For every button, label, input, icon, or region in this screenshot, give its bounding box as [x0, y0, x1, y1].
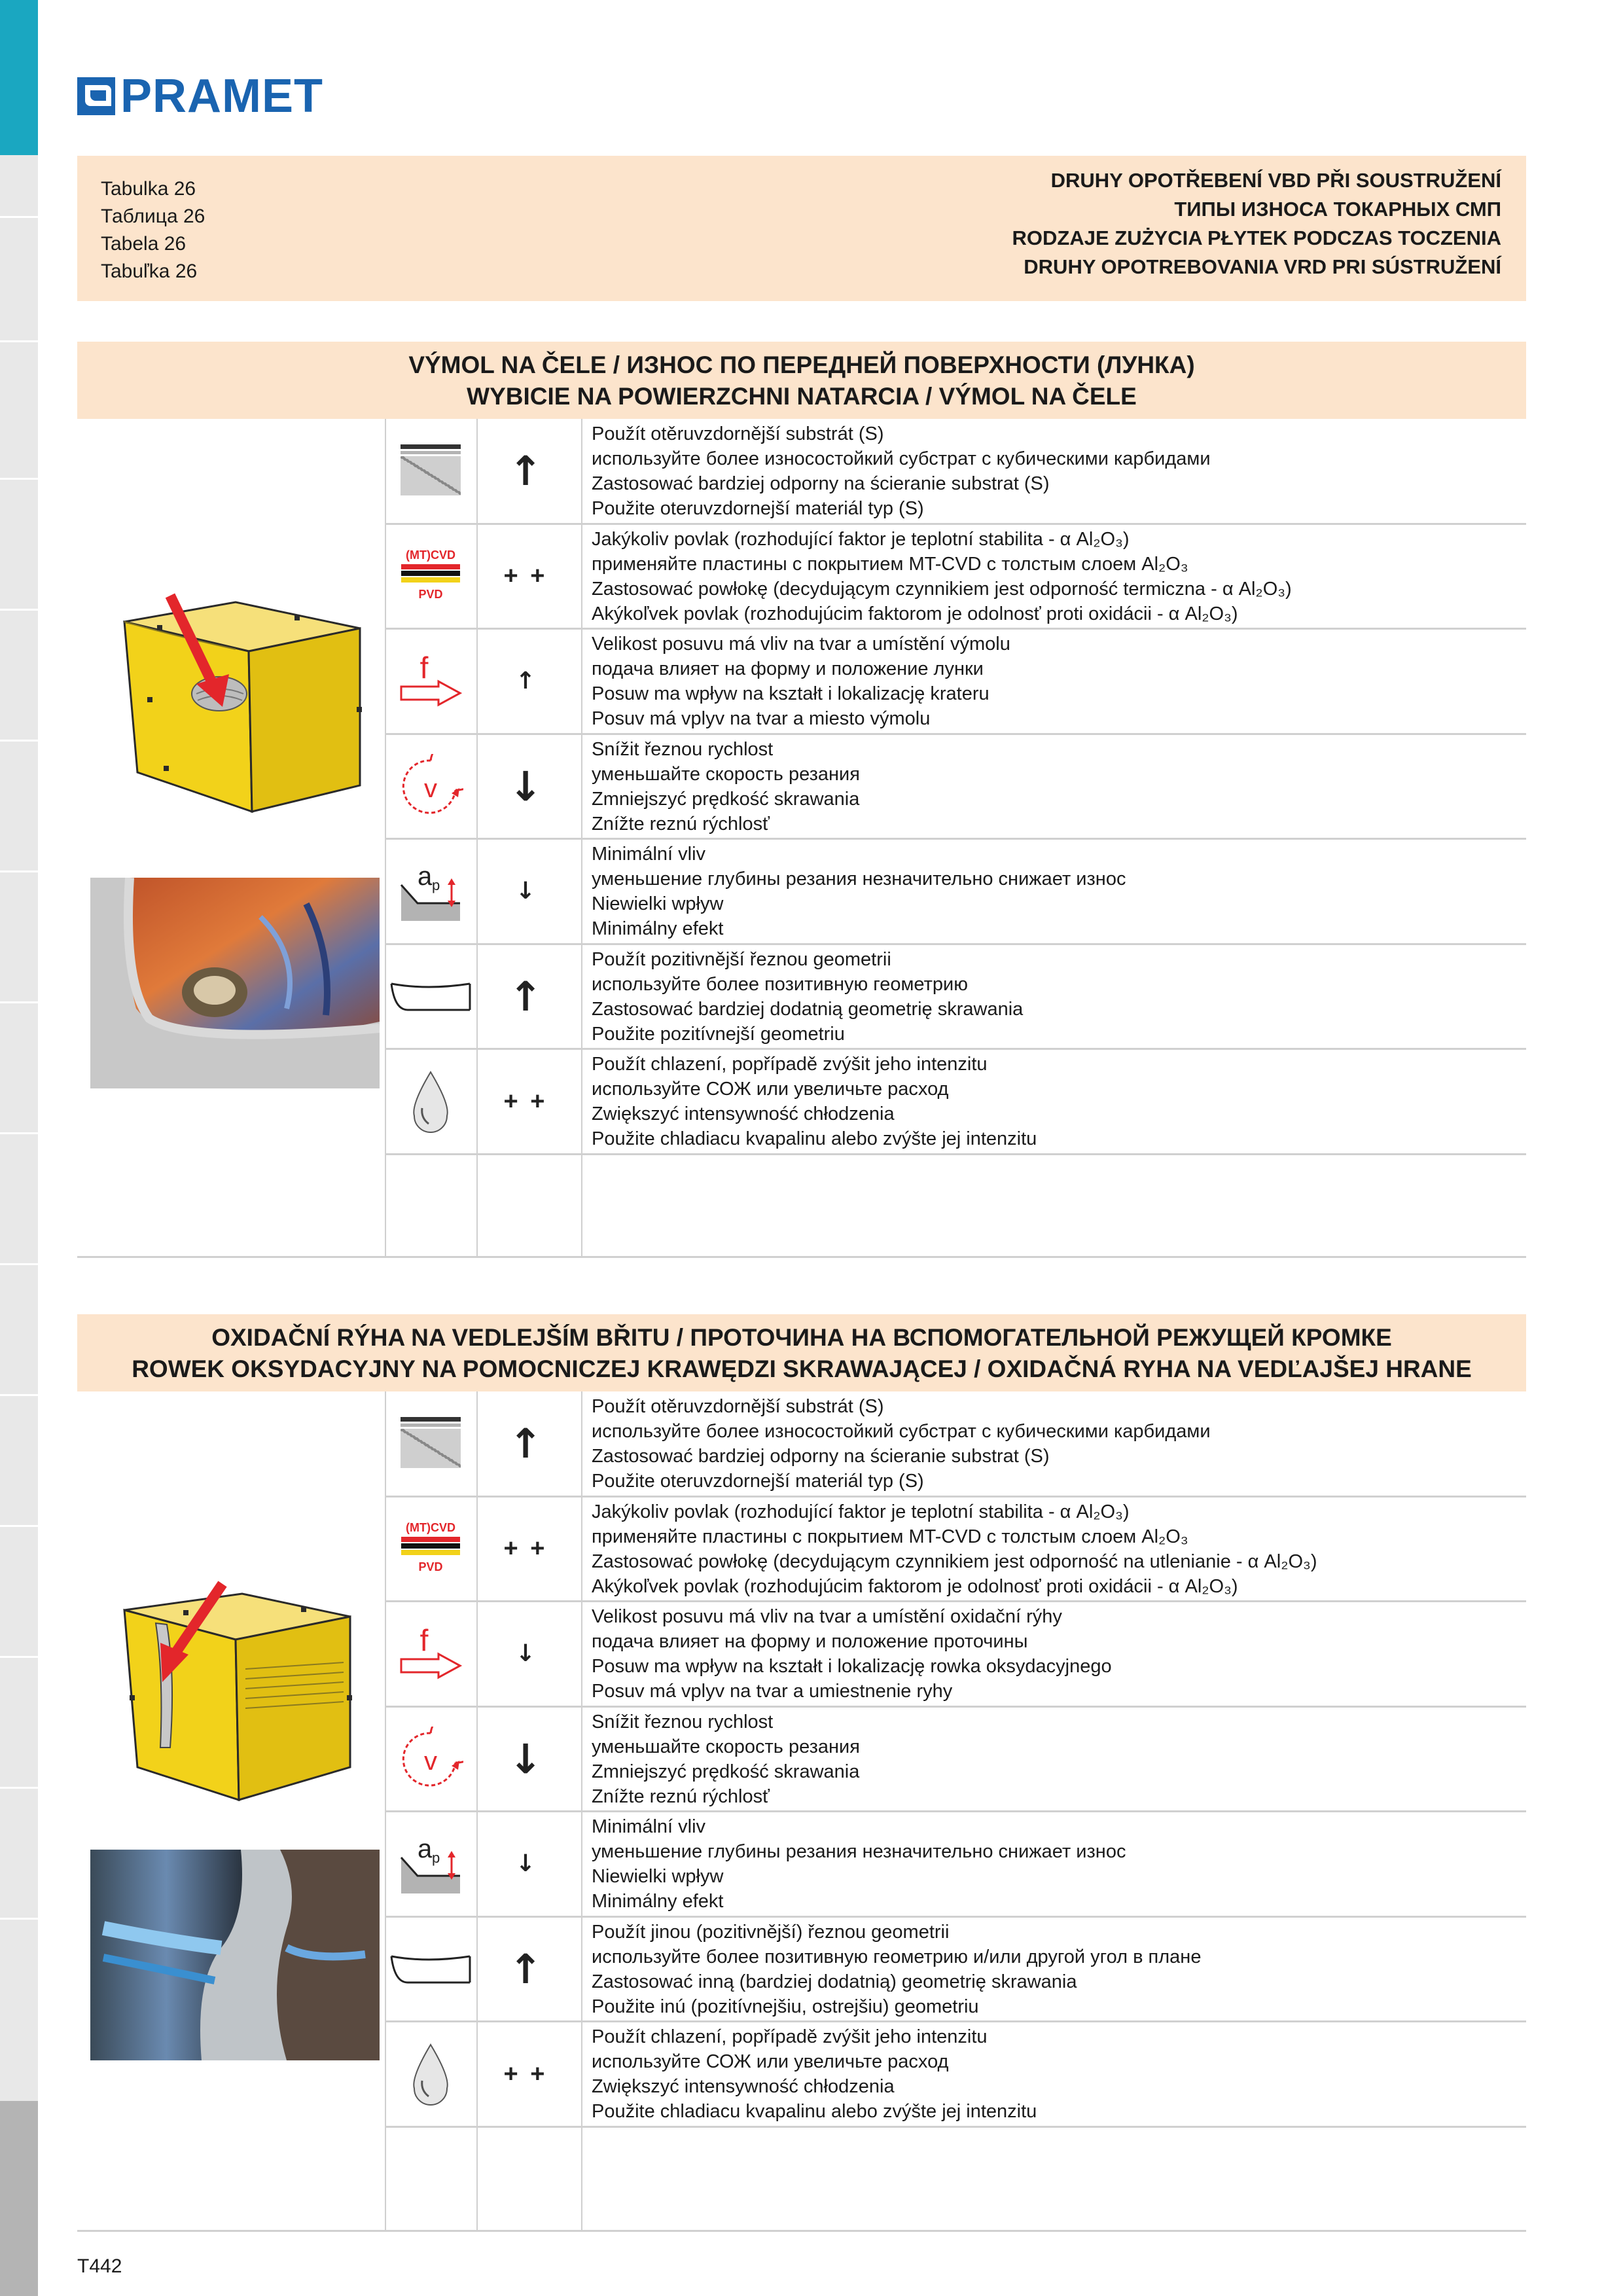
crater-photo-image [90, 878, 380, 1088]
arrow-up-icon: ↑ [508, 1945, 543, 1993]
geometry-icon [385, 944, 476, 1050]
recommendation-symbol [476, 839, 575, 944]
arrow-up-icon: ↑ [508, 972, 543, 1020]
text-line: Zastosować bardziej odporny na ścieranie substrat (S) [592, 473, 1050, 494]
recommendation-text [592, 632, 1010, 731]
side-divider [0, 1918, 38, 1920]
double-plus-symbol: + + [503, 1535, 548, 1563]
recommendation-symbol [476, 629, 575, 734]
notch-photo-image [90, 1850, 380, 2060]
text-line: Zwiększyć intensywność chłodzenia [592, 1103, 895, 1124]
text-line: Použít chlazení, popřípadě zvýšit jeho intenzitu [592, 2026, 988, 2047]
svg-text:p: p [432, 1850, 440, 1867]
text-line: Minimální vliv [592, 844, 706, 865]
arrow-down-icon: ↓ [515, 1850, 536, 1878]
svg-text:PVD: PVD [418, 587, 443, 601]
arrow-up-icon: ↑ [508, 447, 543, 495]
table-header [77, 156, 1526, 301]
text-line: Snížit řeznou rychlost [592, 738, 774, 760]
text-line: Zastosować inną (bardziej dodatnią) geometrię skrawania [592, 1971, 1077, 1992]
text-line: Niewielki wpływ [592, 1866, 724, 1887]
table-bottom-line [77, 1256, 1526, 1258]
table-labels [101, 175, 205, 285]
text-line: Použite chladiacu kvapalinu alebo zvýšte jej intenzitu [592, 1128, 1037, 1149]
text-line: Minimálny efekt [592, 1891, 724, 1912]
text-line: Velikost posuvu má vliv na tvar a umístění výmolu [592, 634, 1010, 655]
svg-text:f: f [419, 651, 429, 685]
recommendation-symbol [476, 944, 575, 1050]
text-line: Použite oteruvzdornejší materiál typ (S) [592, 498, 924, 519]
svg-text:a: a [418, 1835, 433, 1864]
svg-text:(MT)CVD: (MT)CVD [406, 548, 455, 562]
text-line: Minimální vliv [592, 1816, 706, 1837]
depth-of-cut-icon [385, 1812, 476, 1917]
svg-text:v: v [424, 774, 437, 803]
text-line: Zwiększyć intensywność chłodzenia [592, 2076, 895, 2097]
recommendation-text [592, 1052, 1037, 1151]
arrow-down-icon: ↓ [515, 878, 536, 905]
side-divider [0, 1787, 38, 1789]
crater-wear-photo [90, 878, 380, 1088]
recommendation-symbol [476, 1707, 575, 1812]
svg-text:a: a [418, 862, 433, 891]
arrow-up-icon: ↑ [508, 1420, 543, 1468]
text-line: Použít pozitivnější řeznou geometrii [592, 948, 891, 970]
side-divider [0, 1525, 38, 1527]
text-line: Akýkoľvek povlak (rozhodujúcim faktorom je odolnosť proti oxidácii - α Al₂O₃) [592, 1575, 1238, 1597]
recommendation-text [592, 947, 1023, 1047]
text-line: уменьшение глубины резания незначительно снижает износ [592, 869, 1126, 889]
side-divider [0, 1394, 38, 1396]
text-line: используйте более позитивную геометрию [592, 973, 968, 995]
section-2-grid [77, 1391, 1526, 2232]
document-titles [1012, 166, 1501, 281]
text-line: Zastosować powłokę (decydującym czynnikiem jest odporność na utlenianie - α Al₂O₃) [592, 1551, 1317, 1572]
text-line: используйте более износостойкий субстрат с кубическими карбидами [592, 1421, 1211, 1442]
side-divider [0, 1001, 38, 1003]
recommendation-text [592, 1920, 1201, 2019]
brand-name: PRAMET [120, 70, 323, 122]
text-line: Znížte reznú rýchlosť [592, 1785, 770, 1807]
svg-text:(MT)CVD: (MT)CVD [406, 1520, 455, 1534]
insert-crater-illustration [98, 576, 366, 825]
recommendation-text [592, 737, 860, 836]
table-label: Tabela 26 [101, 233, 187, 255]
text-line: Použite inú (pozitívnejšiu, ostrejšiu) geometriu [592, 1996, 979, 2017]
arrow-down-icon: ↓ [508, 762, 543, 810]
recommendation-text [592, 1499, 1317, 1599]
recommendation-symbol [476, 1917, 575, 2022]
recommendation-symbol [476, 1049, 575, 1155]
side-divider [0, 740, 38, 742]
side-divider [0, 1263, 38, 1265]
section-title-line: VÝMOL NA ČELE / ИЗНОС ПО ПЕРЕДНЕЙ ПОВЕРХНОСТИ (ЛУНКА) [408, 351, 1195, 378]
cutting-speed-icon [385, 734, 476, 840]
text-line: Použít otěruvzdornější substrát (S) [592, 423, 884, 444]
side-divider [0, 870, 38, 872]
coolant-drop-icon [385, 1049, 476, 1155]
text-line: используйте СОЖ или увеличьте расход [592, 2051, 949, 2072]
notch-wear-photo [90, 1850, 380, 2060]
insert-notch-illustration [105, 1571, 360, 1806]
text-line: Velikost posuvu má vliv na tvar a umístění oxidační rýhy [592, 1606, 1062, 1627]
pramet-mark-icon [77, 77, 115, 115]
section-title-line: OXIDAČNÍ RÝHA NA VEDLEJŠÍM BŘITU / ПРОТОЧИНА НА ВСПОМОГАТЕЛЬНОЙ РЕЖУЩЕЙ КРОМКЕ [211, 1324, 1392, 1351]
section-2-title [77, 1314, 1526, 1391]
side-active-tab [0, 2101, 38, 2296]
text-line: применяйте пластины с покрытием MT-CVD с толстым слоем Al₂O₃ [592, 553, 1188, 575]
recommendation-symbol [476, 1812, 575, 1917]
side-divider [0, 1656, 38, 1658]
text-line: используйте более износостойкий субстрат с кубическими карбидами [592, 448, 1211, 469]
double-plus-symbol: + + [503, 562, 548, 590]
text-line: Snížit řeznou rychlost [592, 1711, 774, 1732]
recommendation-text [592, 1604, 1112, 1704]
recommendation-text [592, 842, 1126, 941]
side-divider [0, 478, 38, 480]
text-line: Niewielki wpływ [592, 893, 724, 914]
svg-text:PVD: PVD [418, 1560, 443, 1573]
text-line: Posuv má vplyv na tvar a miesto výmolu [592, 708, 931, 729]
text-line: Posuw ma wpływ na kształt i lokalizację krateru [592, 683, 990, 704]
text-line: Zmniejszyć prędkość skrawania [592, 1761, 860, 1782]
svg-text:v: v [424, 1746, 437, 1776]
text-line: Jakýkoliv povlak (rozhodující faktor je teplotní stabilita - α Al₂O₃) [592, 1501, 1130, 1522]
geometry-icon [385, 1917, 476, 2022]
text-line: Zastosować bardziej odporny na ścieranie substrat (S) [592, 1446, 1050, 1467]
side-accent [0, 0, 38, 155]
recommendation-symbol [476, 734, 575, 840]
text-line: применяйте пластины с покрытием MT-CVD с толстым слоем Al₂O₃ [592, 1526, 1188, 1547]
side-strip [0, 0, 38, 2296]
recommendation-symbol [476, 1391, 575, 1497]
text-line: Použít otěruvzdornější substrát (S) [592, 1396, 884, 1417]
coating-icon [385, 524, 476, 630]
double-plus-symbol: + + [503, 2060, 548, 2088]
arrow-down-icon: ↓ [515, 1640, 536, 1668]
doc-title: ТИПЫ ИЗНОСА ТОКАРНЫХ СМП [1174, 198, 1501, 221]
text-line: Použite chladiacu kvapalinu alebo zvýšte jej intenzitu [592, 2101, 1037, 2122]
text-line: уменьшайте скорость резания [592, 1736, 860, 1757]
feed-icon [385, 1602, 476, 1707]
arrow-down-icon: ↓ [508, 1734, 543, 1783]
cutting-speed-icon [385, 1707, 476, 1812]
recommendation-symbol [476, 2022, 575, 2127]
coating-icon [385, 1497, 476, 1602]
side-divider [0, 216, 38, 218]
section-title-line: WYBICIE NA POWIERZCHNI NATARCIA / VÝMOL NA ČELE [467, 383, 1137, 410]
text-line: Použite pozitívnejší geometriu [592, 1023, 845, 1045]
substrate-icon [385, 1391, 476, 1497]
text-line: Použít jinou (pozitivnější) řeznou geometrii [592, 1921, 950, 1943]
text-line: Jakýkoliv povlak (rozhodující faktor je teplotní stabilita - α Al₂O₃) [592, 528, 1130, 550]
section-1-title [77, 342, 1526, 419]
table-label: Tabulka 26 [101, 178, 196, 200]
arrow-up-icon: ↑ [515, 668, 536, 695]
side-divider [0, 609, 38, 611]
text-line: подача влияет на форму и положение лунки [592, 658, 984, 679]
text-line: Použite oteruvzdornejší materiál typ (S) [592, 1471, 924, 1492]
double-plus-symbol: + + [503, 1087, 548, 1115]
recommendation-symbol [476, 524, 575, 630]
section-1-grid [77, 419, 1526, 1258]
recommendation-text [592, 527, 1292, 626]
table-label: Tabuľka 26 [101, 260, 198, 282]
depth-of-cut-icon [385, 839, 476, 944]
text-line: используйте СОЖ или увеличьте расход [592, 1079, 949, 1100]
svg-text:p: p [432, 877, 440, 894]
table-bottom-line [77, 2230, 1526, 2232]
row-divider [385, 2126, 1526, 2128]
recommendation-text [592, 422, 1211, 521]
substrate-icon [385, 419, 476, 524]
row-divider [385, 1153, 1526, 1155]
text-line: Akýkoľvek povlak (rozhodujúcim faktorom je odolnosť proti oxidácii - α Al₂O₃) [592, 603, 1238, 624]
doc-title: DRUHY OPOTREBOVANIA VRD PRI SÚSTRUŽENÍ [1024, 255, 1501, 278]
coolant-drop-icon [385, 2022, 476, 2127]
text-line: Zastosować powłokę (decydującym czynnikiem jest odporność termiczna - α Al₂O₃) [592, 578, 1292, 600]
feed-icon [385, 629, 476, 734]
table-label: Таблица 26 [101, 206, 205, 227]
page-number: T442 [77, 2255, 122, 2277]
text-line: Zmniejszyć prędkość skrawania [592, 788, 860, 810]
section-title-line: ROWEK OKSYDACYJNY NA POMOCNICZEJ KRAWĘDZI SKRAWAJĄCEJ / OXIDAČNÁ RYHA NA VEDĽAJŠEJ HRANE [132, 1355, 1472, 1382]
doc-title: RODZAJE ZUŻYCIA PŁYTEK PODCZAS TOCZENIA [1012, 226, 1501, 249]
text-line: уменьшайте скорость резания [592, 763, 860, 785]
text-line: Použít chlazení, popřípadě zvýšit jeho intenzitu [592, 1054, 988, 1075]
doc-title: DRUHY OPOTŘEBENÍ VBD PŘI SOUSTRUŽENÍ [1050, 169, 1501, 192]
text-line: используйте более позитивную геометрию и/или другой угол в плане [592, 1946, 1202, 1967]
svg-text:f: f [419, 1623, 429, 1658]
side-divider [0, 340, 38, 342]
recommendation-text [592, 1710, 860, 1809]
text-line: подача влияет на форму и положение проточины [592, 1631, 1028, 1652]
text-line: Posuv má vplyv na tvar a umiestnenie ryhy [592, 1681, 953, 1702]
recommendation-symbol [476, 419, 575, 524]
text-line: уменьшение глубины резания незначительно снижает износ [592, 1841, 1126, 1862]
side-divider [0, 1132, 38, 1134]
recommendation-text [592, 1814, 1126, 1914]
text-line: Minimálny efekt [592, 918, 724, 939]
recommendation-symbol [476, 1602, 575, 1707]
text-line: Zastosować bardziej dodatnią geometrię skrawania [592, 998, 1024, 1020]
text-line: Posuw ma wpływ na kształt i lokalizację rowka oksydacyjnego [592, 1656, 1112, 1677]
recommendation-text [592, 2024, 1037, 2124]
recommendation-text [592, 1394, 1211, 1494]
pramet-logo [77, 70, 323, 122]
text-line: Znížte reznú rýchlosť [592, 813, 770, 834]
recommendation-symbol [476, 1497, 575, 1602]
